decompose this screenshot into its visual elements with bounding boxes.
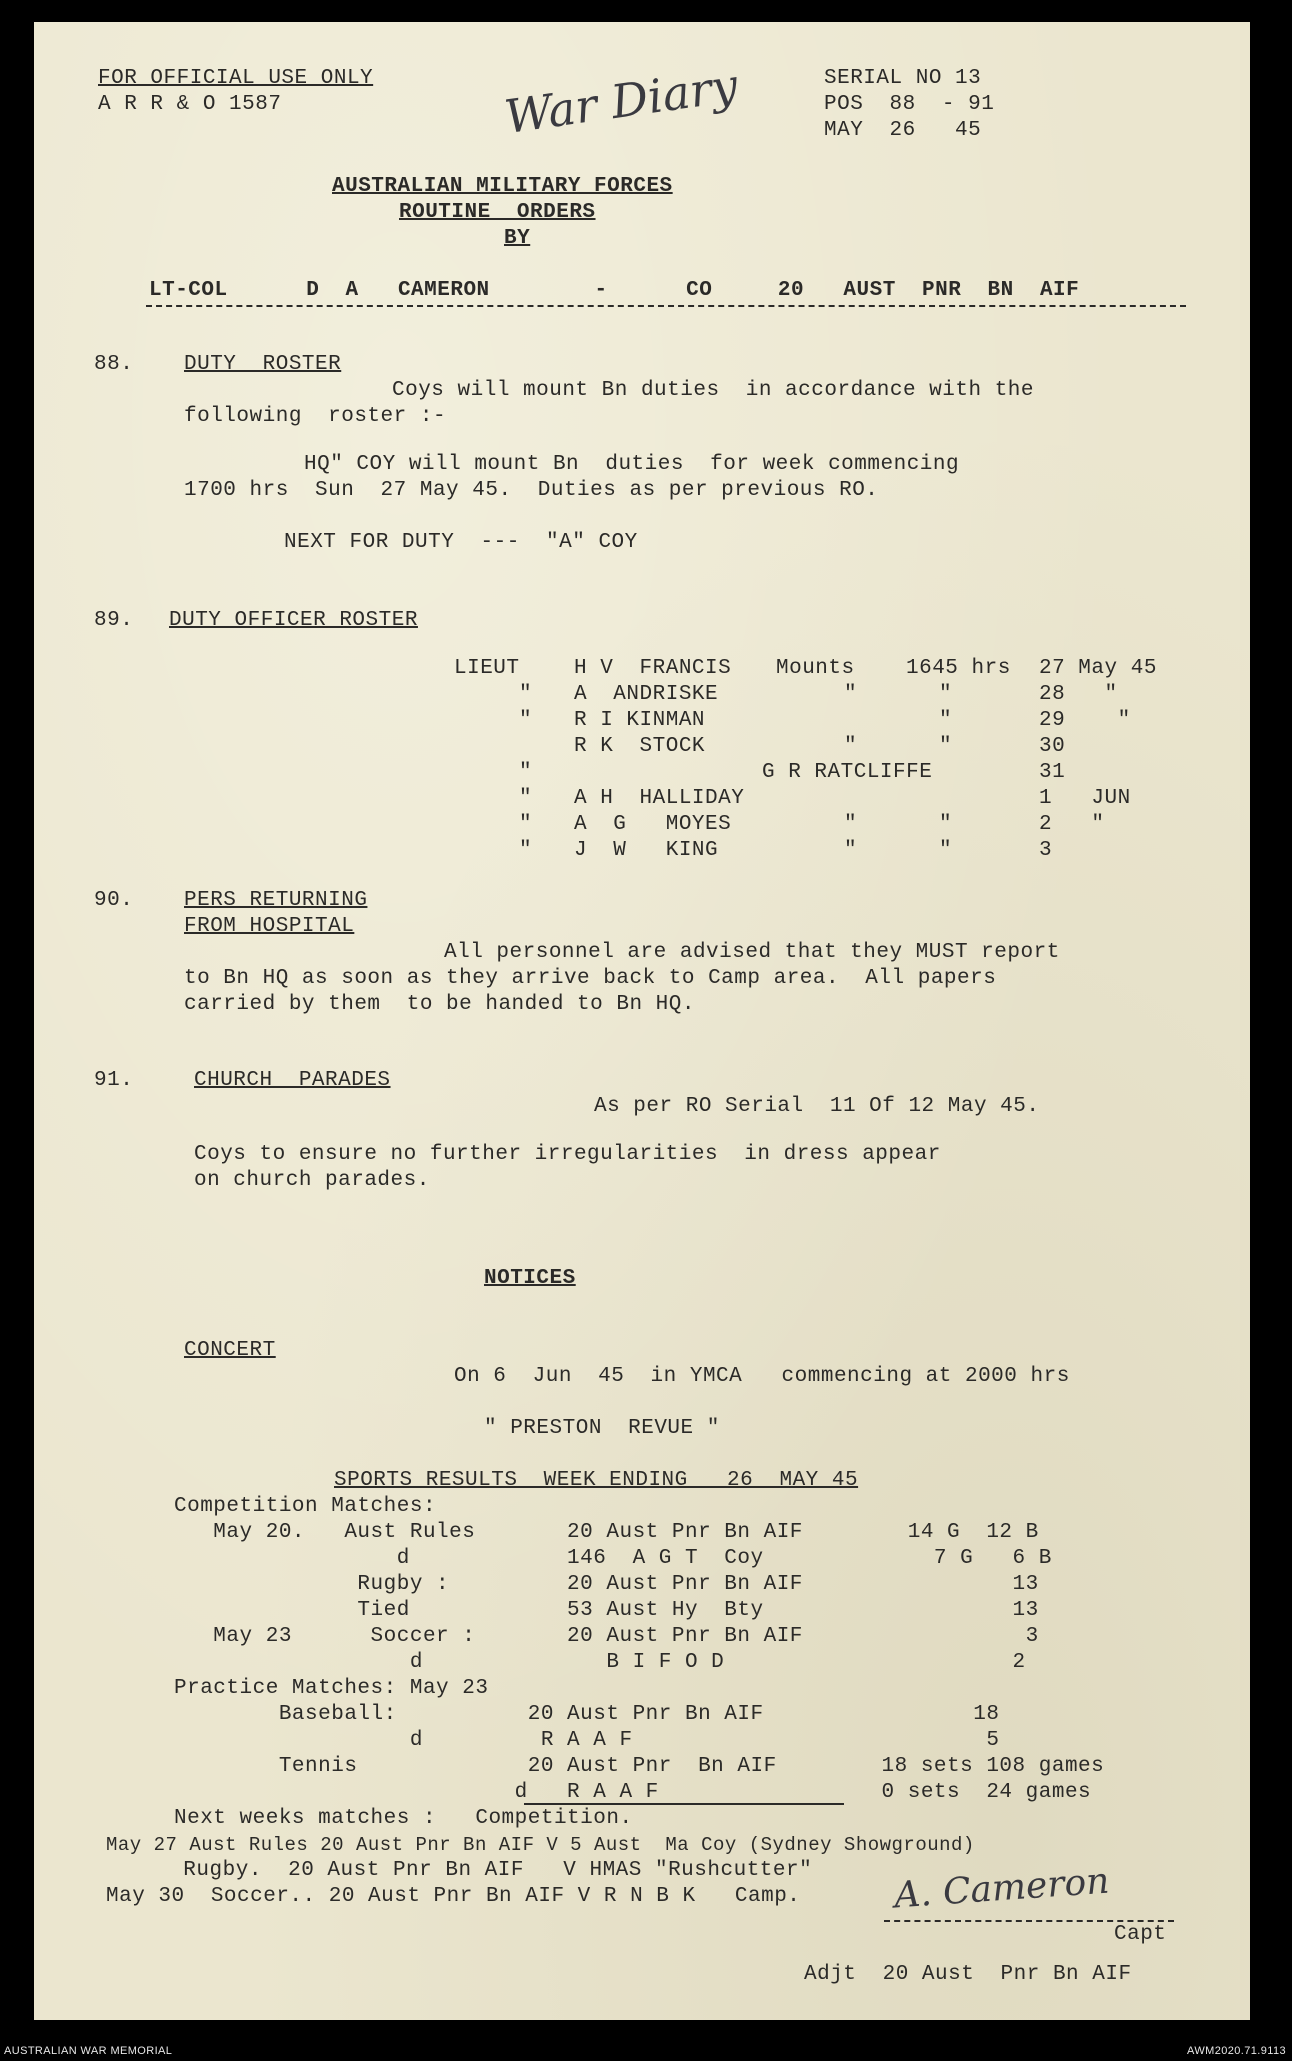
- order-88-para: HQ" COY will mount Bn duties for week commencing: [304, 453, 960, 476]
- roster-name: A ANDRISKE: [574, 683, 719, 706]
- title-by: BY: [504, 227, 531, 250]
- roster-col4: ": [939, 839, 953, 862]
- title-forces: AUSTRALIAN MILITARY FORCES: [332, 175, 673, 198]
- order-91-para: Coys to ensure no further irregularities in dress appear: [194, 1143, 941, 1166]
- roster-name: J W KING: [574, 839, 719, 862]
- roster-col3: ": [844, 683, 858, 706]
- roster-rank: ": [519, 839, 533, 862]
- sports-line: d B I F O D 2: [174, 1651, 1026, 1674]
- order-88-number: 88.: [94, 353, 134, 376]
- sports-line: May 27 Aust Rules 20 Aust Pnr Bn AIF V 5 Aust Ma Coy (Sydney Showground): [106, 1834, 975, 1856]
- footer-accession-number: AWM2020.71.9113: [1187, 2045, 1286, 2057]
- roster-date: 2 ": [1039, 813, 1105, 836]
- sports-line: Tennis 20 Aust Pnr Bn AIF 18 sets 108 games: [174, 1755, 1105, 1778]
- roster-col4: ": [939, 683, 953, 706]
- concert-heading: CONCERT: [184, 1339, 276, 1362]
- title-routine-orders: ROUTINE ORDERS: [399, 201, 596, 224]
- sports-line: May 20. Aust Rules 20 Aust Pnr Bn AIF 14 G 12 B: [174, 1521, 1039, 1544]
- handwritten-signature: A. Cameron: [892, 1860, 1111, 1917]
- sports-line: Next weeks matches : Competition.: [174, 1807, 633, 1830]
- roster-name: R I KINMAN: [574, 709, 706, 732]
- roster-col3: ": [844, 813, 858, 836]
- order-90-para: All personnel are advised that they MUST report: [444, 941, 1060, 964]
- roster-date: 30: [1039, 735, 1066, 758]
- pos-range: POS 88 - 91: [824, 93, 995, 116]
- order-90-heading: PERS RETURNING: [184, 889, 368, 912]
- roster-name: A G MOYES: [574, 813, 732, 836]
- roster-rank: ": [519, 787, 533, 810]
- sports-line: Competition Matches:: [174, 1495, 437, 1518]
- roster-date: 29 ": [1039, 709, 1131, 732]
- roster-rank: ": [519, 709, 533, 732]
- roster-col3: ": [844, 839, 858, 862]
- sports-divider: [524, 1803, 844, 1805]
- title-commander: LT-COL D A CAMERON - CO 20 AUST PNR BN AIF: [149, 279, 1080, 302]
- order-91-heading: CHURCH PARADES: [194, 1069, 391, 1092]
- sports-line: Rugby. 20 Aust Pnr Bn AIF V HMAS "Rushcutter": [144, 1859, 813, 1882]
- document-page: [34, 22, 1250, 2020]
- roster-col3: Mounts: [776, 657, 855, 680]
- concert-title: " PRESTON REVUE ": [484, 1417, 720, 1440]
- sports-line: d 146 A G T Coy 7 G 6 B: [174, 1547, 1052, 1570]
- handwritten-war-diary: War Diary: [501, 57, 741, 145]
- roster-date: 3: [1039, 839, 1053, 862]
- roster-col4: 1645 hrs: [906, 657, 1011, 680]
- sports-line: Practice Matches: May 23: [174, 1677, 489, 1700]
- sports-line: Tied 53 Aust Hy Bty 13: [174, 1599, 1039, 1622]
- sports-heading: SPORTS RESULTS WEEK ENDING 26 MAY 45: [334, 1469, 859, 1492]
- roster-name: R K STOCK: [574, 735, 706, 758]
- roster-col4: ": [939, 735, 953, 758]
- title-underline: [146, 305, 1186, 307]
- sports-line: Rugby : 20 Aust Pnr Bn AIF 13: [174, 1573, 1039, 1596]
- concert-details: On 6 Jun 45 in YMCA commencing at 2000 hrs: [454, 1365, 1070, 1388]
- order-90-para: carried by them to be handed to Bn HQ.: [184, 993, 695, 1016]
- order-89-number: 89.: [94, 609, 134, 632]
- roster-rank: ": [519, 813, 533, 836]
- order-90-heading: FROM HOSPITAL: [184, 915, 355, 938]
- roster-col4: ": [939, 813, 953, 836]
- document-date: MAY 26 45: [824, 119, 982, 142]
- sports-line: May 30 Soccer.. 20 Aust Pnr Bn AIF V R N B K Camp.: [106, 1885, 801, 1908]
- roster-date: 31: [1039, 761, 1066, 784]
- roster-rank: ": [519, 683, 533, 706]
- order-88-para: 1700 hrs Sun 27 May 45. Duties as per previous RO.: [184, 479, 879, 502]
- sports-line: d R A A F 0 sets 24 games: [174, 1781, 1092, 1804]
- roster-rank: ": [519, 761, 533, 784]
- sports-line: d R A A F 5: [174, 1729, 1000, 1752]
- order-91-para: As per RO Serial 11 Of 12 May 45.: [594, 1095, 1040, 1118]
- next-for-duty: NEXT FOR DUTY --- "A" COY: [284, 531, 638, 554]
- serial-number: SERIAL NO 13: [824, 67, 982, 90]
- roster-date: 1 JUN: [1039, 787, 1131, 810]
- roster-col3: ": [844, 735, 858, 758]
- roster-date: 28 ": [1039, 683, 1118, 706]
- roster-date: 27 May 45: [1039, 657, 1157, 680]
- sports-line: Baseball: 20 Aust Pnr Bn AIF 18: [174, 1703, 1000, 1726]
- footer-archive-name: AUSTRALIAN WAR MEMORIAL: [4, 2045, 173, 2057]
- order-88-heading: DUTY ROSTER: [184, 353, 342, 376]
- order-90-number: 90.: [94, 889, 134, 912]
- roster-col4: G R RATCLIFFE: [762, 761, 933, 784]
- order-90-para: to Bn HQ as soon as they arrive back to Camp area. All papers: [184, 967, 997, 990]
- sports-line: May 23 Soccer : 20 Aust Pnr Bn AIF 3: [174, 1625, 1039, 1648]
- classification-line: FOR OFFICIAL USE ONLY: [98, 67, 374, 90]
- roster-name: H V FRANCIS: [574, 657, 732, 680]
- roster-rank: LIEUT: [454, 657, 520, 680]
- notices-heading: NOTICES: [484, 1267, 576, 1290]
- order-91-para: on church parades.: [194, 1169, 430, 1192]
- order-88-para: following roster :-: [184, 405, 447, 428]
- reference-number: A R R & O 1587: [98, 93, 282, 116]
- signature-role: Adjt 20 Aust Pnr Bn AIF: [804, 1963, 1132, 1986]
- order-89-heading: DUTY OFFICER ROSTER: [169, 609, 418, 632]
- roster-name: A H HALLIDAY: [574, 787, 745, 810]
- roster-col4: ": [939, 709, 953, 732]
- order-91-number: 91.: [94, 1069, 134, 1092]
- order-88-para: Coys will mount Bn duties in accordance with the: [392, 379, 1035, 402]
- signature-rank: Capt: [1114, 1923, 1167, 1946]
